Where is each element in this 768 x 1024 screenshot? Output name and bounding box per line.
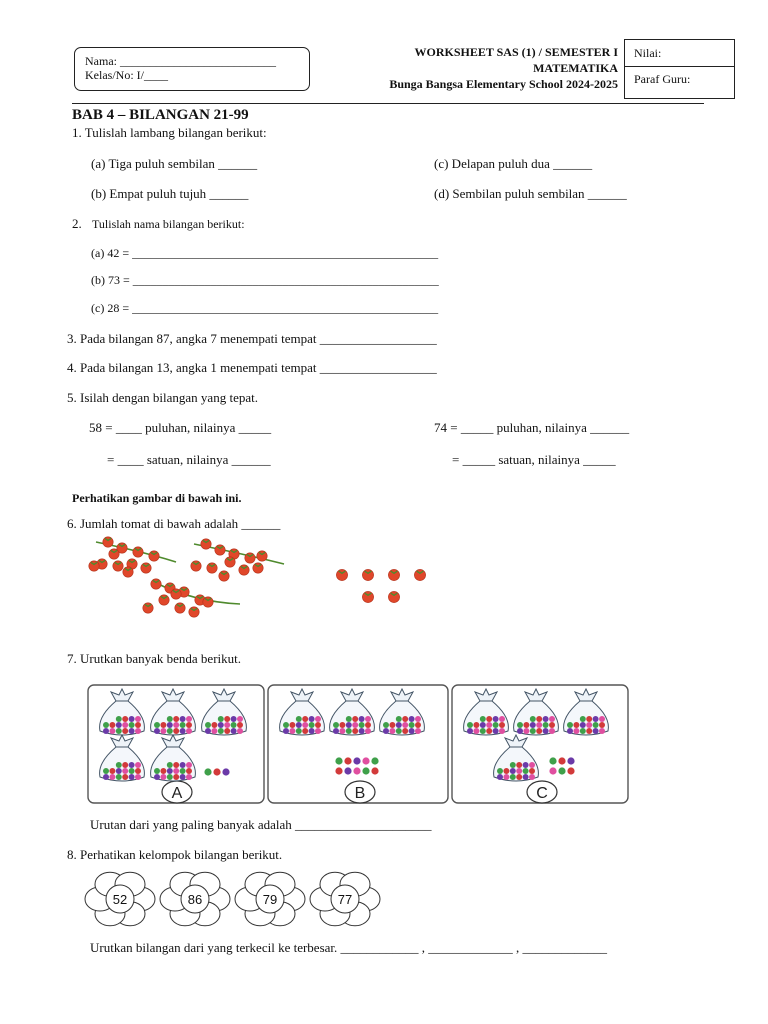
number-flowers [78,866,388,936]
bead [558,757,565,764]
tomato-icon [245,553,255,563]
grade-box [624,39,735,99]
q5-left-line2[interactable]: = ____ satuan, nilainya ______ [107,452,271,467]
group-label: C [536,785,548,802]
flower-number: 86 [187,892,203,907]
tomato-icon [257,551,267,561]
q7-answer[interactable]: Urutan dari yang paling banyak adalah _____________________ [90,817,432,832]
tomato-icon [253,563,263,573]
bead [335,757,342,764]
bead-bag-icon [464,689,509,735]
bead [558,767,565,774]
tomato-icon [109,549,119,559]
bead [344,767,351,774]
q1-item-d[interactable]: (d) Sembilan puluh sembilan ______ [434,186,627,201]
grade-label: Nilai: [625,40,734,67]
q1-item-b[interactable]: (b) Empat puluh tujuh ______ [91,186,249,201]
title-line-2: MATEMATIKA [533,61,618,75]
q6[interactable]: 6. Jumlah tomat di bawah adalah ______ [67,516,281,531]
q5-right-line2[interactable]: = _____ satuan, nilainya _____ [452,452,616,467]
flower-number: 79 [262,892,278,907]
bead-bag-icon [280,689,325,735]
tomato-icon [103,537,113,547]
tomato-icon [151,579,161,589]
tomato-icon [149,551,159,561]
bead [335,767,342,774]
bead-bag-icon [100,735,145,781]
student-info-box [74,47,310,91]
bead-bag-icon [151,689,196,735]
flower-52 [85,872,155,925]
tomato-icon [171,589,181,599]
bead-bag-icon [100,689,145,735]
bead [567,757,574,764]
flower-86 [160,872,230,925]
tomato-icon [362,591,373,602]
tomato-icon [189,607,199,617]
bead-bags-illustration [86,683,634,807]
bead [353,767,360,774]
name-field-label[interactable]: Nama: __________________________ [85,54,276,68]
bead [549,757,556,764]
flower-number: 52 [112,892,128,907]
bead [371,757,378,764]
bead-bag-icon [494,735,539,781]
tomato-icon [239,565,249,575]
class-field-label[interactable]: Kelas/No: I/____ [85,68,168,82]
tomato-icon [207,563,217,573]
bead-bag-icon [514,689,559,735]
q4[interactable]: 4. Pada bilangan 13, angka 1 menempati tempat __________________ [67,360,437,375]
q8-prompt: 8. Perhatikan kelompok bilangan berikut. [67,847,283,862]
q2-number: 2. [72,216,82,231]
q5-left-line1[interactable]: 58 = ____ puluhan, nilainya _____ [89,420,272,435]
tomato-icon [123,567,133,577]
bead-bag-icon [380,689,425,735]
header-divider [72,103,704,104]
bead [362,757,369,764]
q1-prompt: 1. Tulislah lambang bilangan berikut: [72,125,267,140]
q3[interactable]: 3. Pada bilangan 87, angka 7 menempati tempat __________________ [67,331,437,346]
flower-79 [235,872,305,925]
tomato-icon [362,569,373,580]
bead [549,767,556,774]
flower-77 [310,872,380,925]
tomato-icon [414,569,425,580]
title-line-3: Bunga Bangsa Elementary School 2024-2025 [389,77,618,91]
q2-item-b[interactable]: (b) 73 = ___________________________________________________ [91,273,439,287]
group-label: A [171,785,183,802]
tomato-icon [201,539,211,549]
chapter-title: BAB 4 – BILANGAN 21-99 [72,107,249,123]
q5-prompt: 5. Isilah dengan bilangan yang tepat. [67,390,258,405]
tomato-icon [225,557,235,567]
tomato-icon [215,545,225,555]
tomato-icon [388,591,399,602]
tomato-icon [89,561,99,571]
worksheet-title [340,44,618,92]
tomato-icon [175,603,185,613]
tomato-icon [143,603,153,613]
tomato-icon [159,595,169,605]
q7-prompt: 7. Urutkan banyak benda berikut. [67,651,242,666]
q2-prompt: Tulislah nama bilangan berikut: [92,217,245,231]
tomato-icon [141,563,151,573]
title-line-1: WORKSHEET SAS (1) / SEMESTER I [414,45,618,59]
flower-number: 77 [337,892,353,907]
q8-answer[interactable]: Urutkan bilangan dari yang terkecil ke terbesar. ____________ , _____________ , _____________ [90,940,608,955]
bead [362,767,369,774]
bead [353,757,360,764]
teacher-sign-label: Paraf Guru: [634,72,691,86]
tomato-illustration [84,532,444,622]
q1-item-c[interactable]: (c) Delapan puluh dua ______ [434,156,593,171]
bead-bag-icon [564,689,609,735]
q2-item-c[interactable]: (c) 28 = ___________________________________________________ [91,301,439,315]
bead-bag-icon [151,735,196,781]
tomato-icon [133,547,143,557]
bead [567,767,574,774]
bead [344,757,351,764]
tomato-icon [336,569,347,580]
bead [222,768,229,775]
bead-bag-icon [330,689,375,735]
q2-item-a[interactable]: (a) 42 = ___________________________________________________ [91,246,439,260]
group-label: B [354,785,366,802]
bead-bag-icon [202,689,247,735]
bead [371,767,378,774]
tomato-icon [203,597,213,607]
tomato-icon [113,561,123,571]
bead [213,768,220,775]
q1-item-a[interactable]: (a) Tiga puluh sembilan ______ [91,156,258,171]
tomato-icon [219,571,229,581]
picture-notice: Perhatikan gambar di bawah ini. [72,491,242,505]
tomato-icon [388,569,399,580]
tomato-icon [191,561,201,571]
q5-right-line1[interactable]: 74 = _____ puluhan, nilainya ______ [434,420,630,435]
bead [204,768,211,775]
